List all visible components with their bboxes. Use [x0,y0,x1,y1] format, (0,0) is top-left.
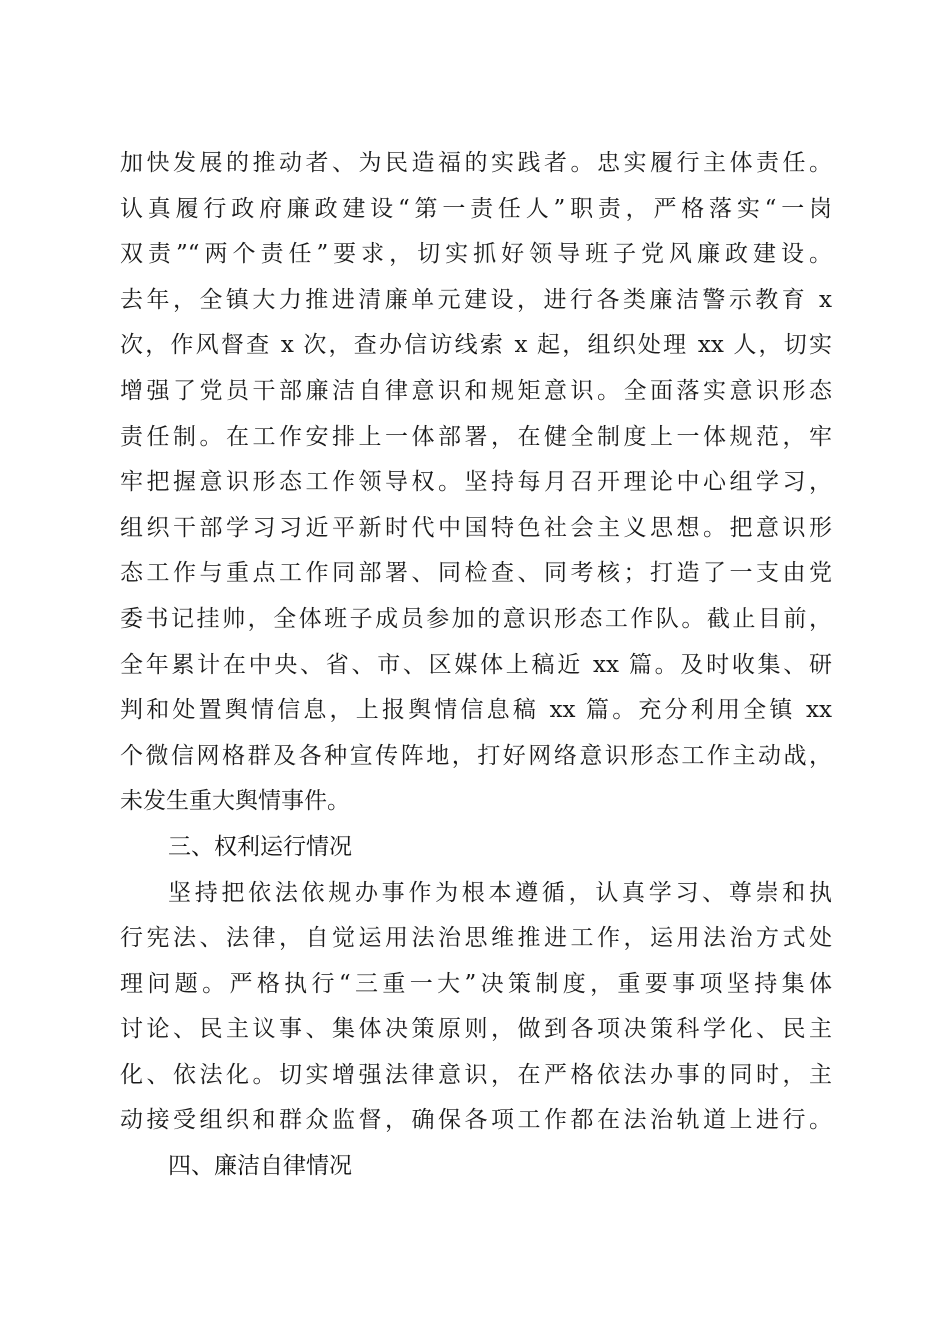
section-heading-three: 三、权利运行情况 [168,833,352,860]
paragraph-section-three [120,871,832,1145]
text-line: 组织干部学习习近平新时代中国特色社会主义思想。把意识形 [120,514,832,541]
text-line: 双责”“两个责任”要求，切实抓好领导班子党风廉政建设。 [120,241,832,268]
text-line: 增强了党员干部廉洁自律意识和规矩意识。全面落实意识形态 [120,377,832,404]
text-line: 态工作与重点工作同部署、同检查、同考核；打造了一支由党 [120,560,832,587]
text-line: 加快发展的推动者、为民造福的实践者。忠实履行主体责任。 [120,150,832,176]
text-line: 次，作风督查 x 次，查办信访线索 x 起，组织处理 xx 人，切实 [120,332,832,359]
text-line: 去年，全镇大力推进清廉单元建设，进行各类廉洁警示教育 x [120,286,832,313]
text-line: 责任制。在工作安排上一体部署，在健全制度上一体规范，牢 [120,423,832,450]
text-line: 判和处置舆情信息，上报舆情信息稿 xx 篇。充分利用全镇 xx [120,697,832,724]
text-line: 委书记挂帅，全体班子成员参加的意识形态工作队。截止目前， [120,605,832,632]
text-line: 行宪法、法律，自觉运用法治思维推进工作，运用法治方式处 [120,925,832,952]
text-line: 牢把握意识形态工作领导权。坚持每月召开理论中心组学习， [120,469,832,496]
text-line: 动接受组织和群众监督，确保各项工作都在法治轨道上进行。 [120,1107,832,1134]
text-line: 未发生重大舆情事件。 [120,788,350,815]
text-line: 全年累计在中央、省、市、区媒体上稿近 xx 篇。及时收集、研 [120,651,832,678]
text-line: 理问题。严格执行“三重一大”决策制度，重要事项坚持集体 [120,970,832,997]
paragraph-section-two-continued [120,141,832,825]
document-body [120,141,832,1190]
text-line: 讨论、民主议事、集体决策原则，做到各项决策科学化、民主 [120,1016,832,1043]
text-line: 个微信网格群及各种宣传阵地，打好网络意识形态工作主动战， [120,742,832,769]
text-line: 化、依法化。切实增强法律意识，在严格依法办事的同时，主 [120,1061,832,1088]
section-heading-four: 四、廉洁自律情况 [168,1153,352,1180]
text-line: 坚持把依法依规办事作为根本遵循，认真学习、尊崇和执 [168,879,832,906]
text-line: 认真履行政府廉政建设“第一责任人”职责，严格落实“一岗 [120,195,832,222]
